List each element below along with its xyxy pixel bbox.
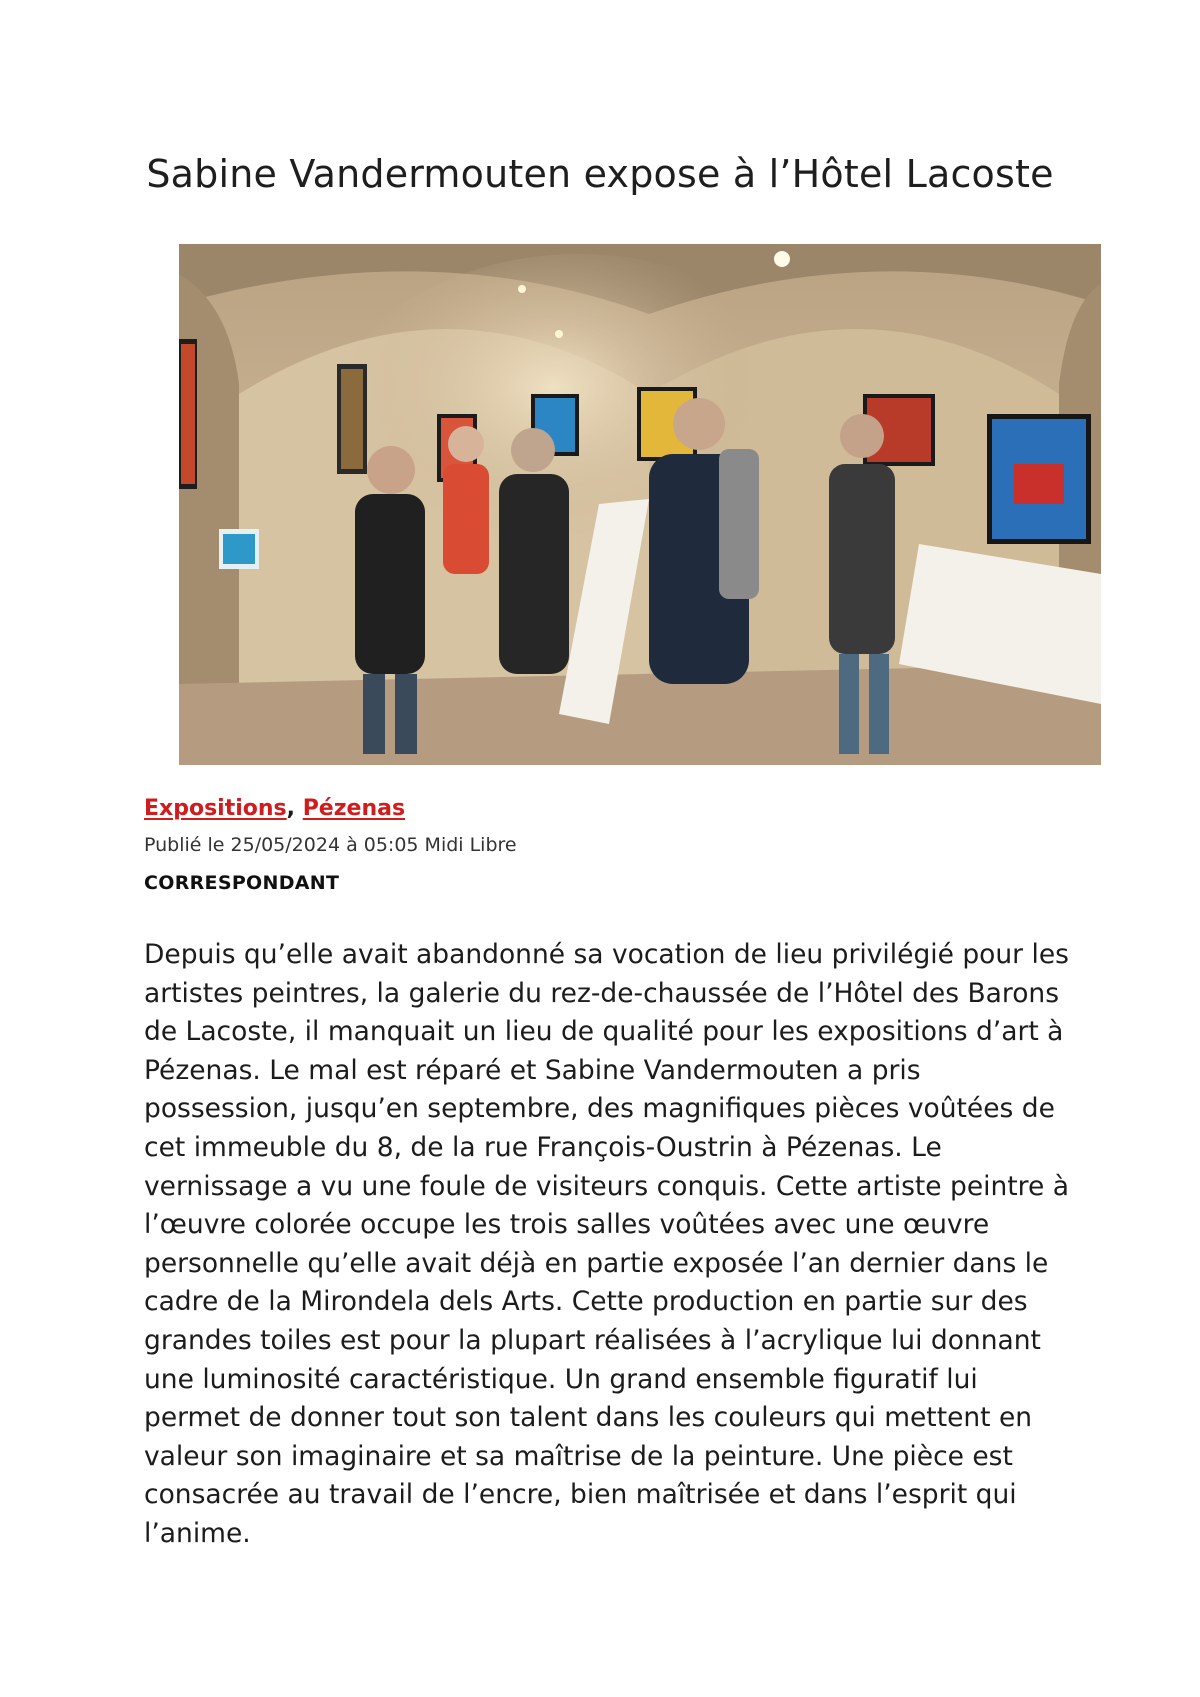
category-separator: , [286, 796, 296, 821]
gallery-vernissage-photo [179, 244, 1101, 765]
author-label: CORRESPONDANT [144, 872, 340, 894]
article-categories [144, 796, 405, 821]
article-photo [179, 244, 1101, 765]
category-link-expositions[interactable]: Expositions [144, 796, 287, 821]
category-link-pezenas[interactable]: Pézenas [302, 796, 406, 821]
publication-info: Publié le 25/05/2024 à 05:05 Midi Libre [144, 834, 517, 856]
page-title: Sabine Vandermouten expose à l’Hôtel Lacoste [146, 152, 1054, 196]
article-body: Depuis qu’elle avait abandonné sa vocation de lieu privilégié pour les artistes peintres, la galerie du rez-de-chaussée de l’Hôtel des Barons de Lacoste, il manquait un lieu de qualité pour les expositions d’art à Pézenas. Le mal est réparé et Sabine Vandermouten a pris possession, jusqu’en septembre, des magnifiques pièces voûtées de cet immeuble du 8, de la rue François-Oustrin à Pézenas. Le vernissage a vu une foule de visiteurs conquis. Cette artiste peintre à l’œuvre colorée occupe les trois salles voûtées avec une œuvre personnelle qu’elle avait déjà en partie exposée l’an dernier dans le cadre de la Mirondela dels Arts. Cette production en partie sur des grandes toiles est pour la plupart réalisées à l’acrylique lui donnant une luminosité caractéristique. Un grand ensemble figuratif lui permet de donner tout son talent dans les couleurs qui mettent en valeur son imaginaire et sa maîtrise de la peinture. Une pièce est consacrée au travail de l’encre, bien maîtrisée et dans l’esprit qui l’anime. [144, 939, 1069, 1549]
